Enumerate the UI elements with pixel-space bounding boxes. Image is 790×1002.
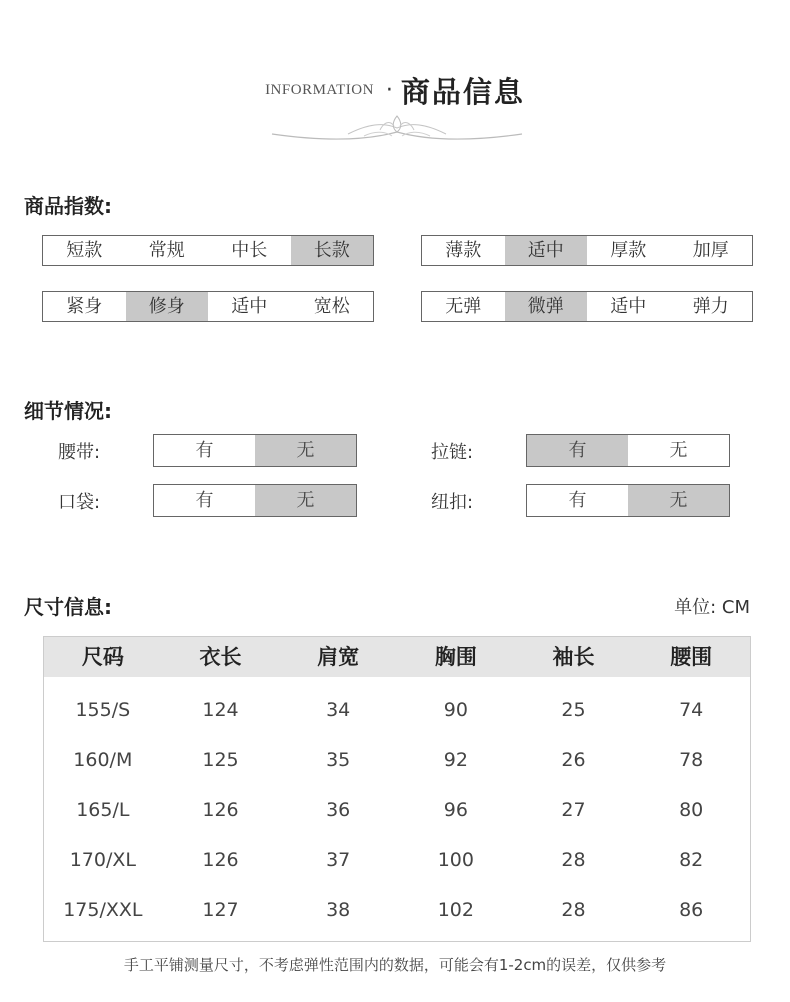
button-yes-no: [526, 484, 730, 517]
no-option: 无: [669, 440, 688, 461]
elasticity-option: 弹力: [692, 296, 729, 317]
elasticity-index-bar: [421, 291, 753, 322]
column-header: 胸围: [434, 645, 477, 669]
table-cell: 86: [679, 899, 704, 921]
fit-option: 宽松: [313, 296, 350, 317]
table-cell: 102: [437, 899, 474, 921]
fit-option: 适中: [231, 296, 268, 317]
table-cell: 175/XXL: [63, 899, 143, 921]
table-row: [44, 785, 750, 835]
thickness-option: 加厚: [692, 240, 729, 261]
yes-option: 有: [195, 440, 214, 461]
table-cell: 126: [202, 849, 239, 871]
size-table-header: [44, 637, 750, 677]
table-cell: 35: [326, 749, 351, 771]
table-cell: 125: [202, 749, 239, 771]
table-cell: 25: [561, 699, 586, 721]
no-option: 无: [628, 485, 729, 516]
yes-option: 有: [568, 490, 587, 511]
elasticity-option: 微弹: [505, 292, 588, 321]
table-cell: 82: [679, 849, 704, 871]
length-option: 长款: [291, 236, 374, 265]
table-cell: 100: [437, 849, 474, 871]
table-row: [44, 885, 750, 935]
column-header: 尺码: [81, 645, 124, 669]
size-table-body: [44, 677, 750, 941]
unit-label: 单位: CM: [674, 597, 750, 618]
table-cell: 34: [326, 699, 351, 721]
table-cell: 126: [202, 799, 239, 821]
yes-option: 有: [195, 490, 214, 511]
table-cell: 92: [443, 749, 468, 771]
column-header: 袖长: [552, 645, 595, 669]
table-cell: 28: [561, 849, 586, 871]
length-option: 常规: [148, 240, 185, 261]
no-option: 无: [255, 435, 356, 466]
table-cell: 155/S: [75, 699, 131, 721]
table-cell: 26: [561, 749, 586, 771]
thickness-option: 薄款: [445, 240, 482, 261]
column-header: 腰围: [670, 645, 713, 669]
fit-option: 紧身: [66, 296, 103, 317]
table-cell: 27: [561, 799, 586, 821]
belt-label: 腰带:: [58, 442, 101, 463]
table-cell: 127: [202, 899, 239, 921]
table-row: [44, 735, 750, 785]
fit-index-bar: [42, 291, 374, 322]
table-cell: 36: [326, 799, 351, 821]
table-cell: 80: [679, 799, 704, 821]
info-header: [0, 70, 790, 111]
measurement-note: 手工平铺测量尺寸，不考虑弹性范围内的数据，可能会有1-2cm的误差，仅供参考: [123, 956, 667, 974]
length-index-bar: [42, 235, 374, 266]
table-cell: 38: [326, 899, 351, 921]
header-dot: ·: [385, 78, 393, 103]
button-label: 纽扣:: [431, 492, 474, 513]
belt-yes-no: [153, 434, 357, 467]
table-cell: 74: [679, 699, 704, 721]
thickness-option: 厚款: [610, 240, 647, 261]
header-english-title: INFORMATION: [265, 82, 374, 98]
table-cell: 124: [202, 699, 239, 721]
table-cell: 90: [443, 699, 468, 721]
pocket-label: 口袋:: [58, 492, 101, 513]
column-header: 肩宽: [317, 645, 360, 669]
length-option: 中长: [231, 240, 268, 261]
size-info-title: 尺寸信息:: [24, 595, 112, 619]
size-table: [43, 636, 751, 942]
zipper-label: 拉链:: [431, 442, 474, 463]
thickness-index-bar: [421, 235, 753, 266]
table-row: [44, 685, 750, 735]
table-cell: 165/L: [76, 799, 130, 821]
table-cell: 78: [679, 749, 704, 771]
thickness-option: 适中: [505, 236, 588, 265]
table-cell: 170/XL: [69, 849, 136, 871]
header-ornament-icon: [268, 112, 526, 144]
yes-option: 有: [527, 435, 628, 466]
product-index-title: 商品指数:: [24, 194, 112, 218]
elasticity-option: 无弹: [445, 296, 482, 317]
length-option: 短款: [66, 240, 103, 261]
column-header: 衣长: [199, 645, 242, 669]
table-cell: 28: [561, 899, 586, 921]
table-row: [44, 835, 750, 885]
pocket-yes-no: [153, 484, 357, 517]
fit-option: 修身: [126, 292, 209, 321]
elasticity-option: 适中: [610, 296, 647, 317]
zipper-yes-no: [526, 434, 730, 467]
table-cell: 96: [443, 799, 468, 821]
header-chinese-title: 商品信息: [400, 75, 525, 109]
details-title: 细节情况:: [24, 399, 112, 423]
table-cell: 160/M: [73, 749, 133, 771]
table-cell: 37: [326, 849, 351, 871]
no-option: 无: [255, 485, 356, 516]
